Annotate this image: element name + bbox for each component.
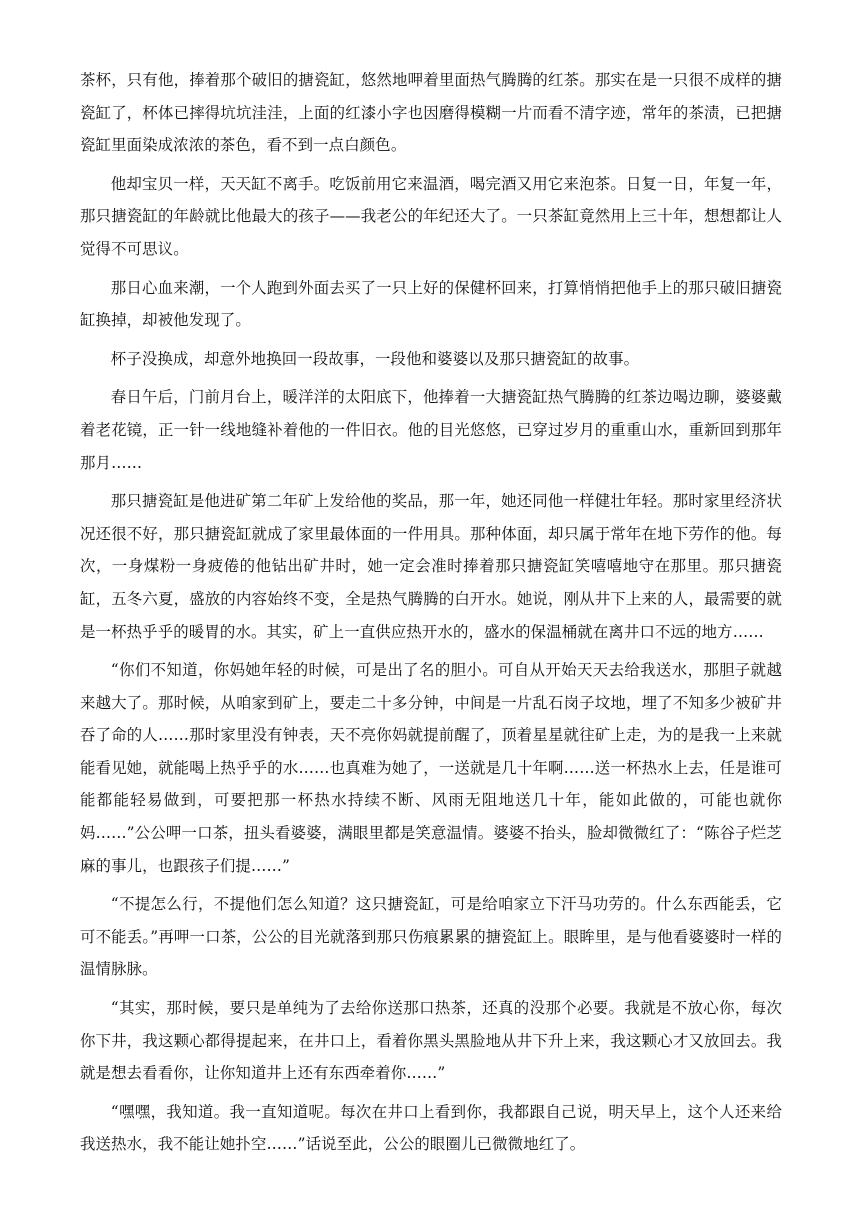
paragraph-10: “嘿嘿，我知道。我一直知道呢。每次在井口上看到你，我都跟自己说，明天早上，这个人还来给我送热水，我不能让她扑空……”话说至此，公公的眼圈儿已微微地红了。 [80, 1102, 782, 1154]
paragraph-7: “你们不知道，你妈她年轻的时候，可是出了名的胆小。可自从开始天天去给我送水，那胆子就越来越大了。那时候，从咱家到矿上，要走二十多分钟，中间是一片乱石岗子坟地，埋了不知多少被矿井吞了命的人……那时家里没有钟表，天不亮你妈就提前醒了，顶着星星就往矿上走，为的是我一上来就能看见她，就能喝上热乎乎的水……也真难为她了，一送就是几十年啊……送一杯热水上去，任是谁可能都能轻易做到，可要把那一杯热水持续不断、风雨无阻地送几十年，能如此做的，可能也就你妈……”公公呷一口茶，扭头看婆婆，满眼里都是笑意温情。婆婆不抬头，脸却微微红了：“陈谷子烂芝麻的事儿，也跟孩子们提……” [80, 661, 782, 875]
paragraph-3: 那日心血来潮，一个人跑到外面去买了一只上好的保健杯回来，打算悄悄把他手上的那只破旧搪瓷缸换掉，却被他发现了。 [80, 278, 782, 330]
paragraph-8: “不提怎么行，不提他们怎么知道？这只搪瓷缸，可是给咱家立下汗马功劳的。什么东西能丢，它可不能丢。”再呷一口茶，公公的目光就落到那只伤痕累累的搪瓷缸上。眼眸里，是与他看婆婆时一样的温情脉脉。 [80, 895, 782, 979]
paragraph-6: 那只搪瓷缸是他进矿第二年矿上发给他的奖品，那一年，她还同他一样健壮年轻。那时家里经济状况还很不好，那只搪瓷缸就成了家里最体面的一件用具。那种体面，却只属于常年在地下劳作的他。每次，一身煤粉一身疲倦的他钻出矿井时，她一定会准时捧着那只搪瓷缸笑嘻嘻地守在那里。那只搪瓷缸，五冬六夏，盛放的内容始终不变，全是热气腾腾的白开水。她说，刚从井下上来的人，最需要的就是一杯热乎乎的暖胃的水。其实，矿上一直供应热开水的，盛水的保温桶就在离井口不远的地方…… [80, 492, 782, 641]
paragraph-4: 杯子没换成，却意外地换回一段故事，一段他和婆婆以及那只搪瓷缸的故事。 [110, 349, 640, 368]
article-body [80, 64, 782, 1167]
paragraph-5: 春日午后，门前月台上，暖洋洋的太阳底下，他捧着一大搪瓷缸热气腾腾的红茶边喝边聊，婆婆戴着老花镜，正一针一线地缝补着他的一件旧衣。他的目光悠悠，已穿过岁月的重重山水，重新回到那年那月…… [80, 388, 782, 472]
paragraph-2: 他却宝贝一样，天天缸不离手。吃饭前用它来温酒，喝完酒又用它来泡茶。日复一日，年复一年，那只搪瓷缸的年龄就比他最大的孩子——我老公的年纪还大了。一只茶缸竟然用上三十年，想想都让人觉得不可思议。 [80, 174, 782, 258]
paragraph-1: 茶杯，只有他，捧着那个破旧的搪瓷缸，悠然地呷着里面热气腾腾的红茶。那实在是一只很不成样的搪瓷缸了，杯体已摔得坑坑洼洼，上面的红漆小字也因磨得模糊一片而看不清字迹，常年的茶渍，已把搪瓷缸里面染成浓浓的茶色，看不到一点白颜色。 [80, 71, 782, 155]
paragraph-9: “其实，那时候，要只是单纯为了去给你送那口热茶，还真的没那个必要。我就是不放心你，每次你下井，我这颗心都得提起来，在井口上，看着你黑头黑脸地从井下升上来，我这颗心才又放回去。我就是想去看看你，让你知道井上还有东西牵着你……” [80, 999, 782, 1083]
